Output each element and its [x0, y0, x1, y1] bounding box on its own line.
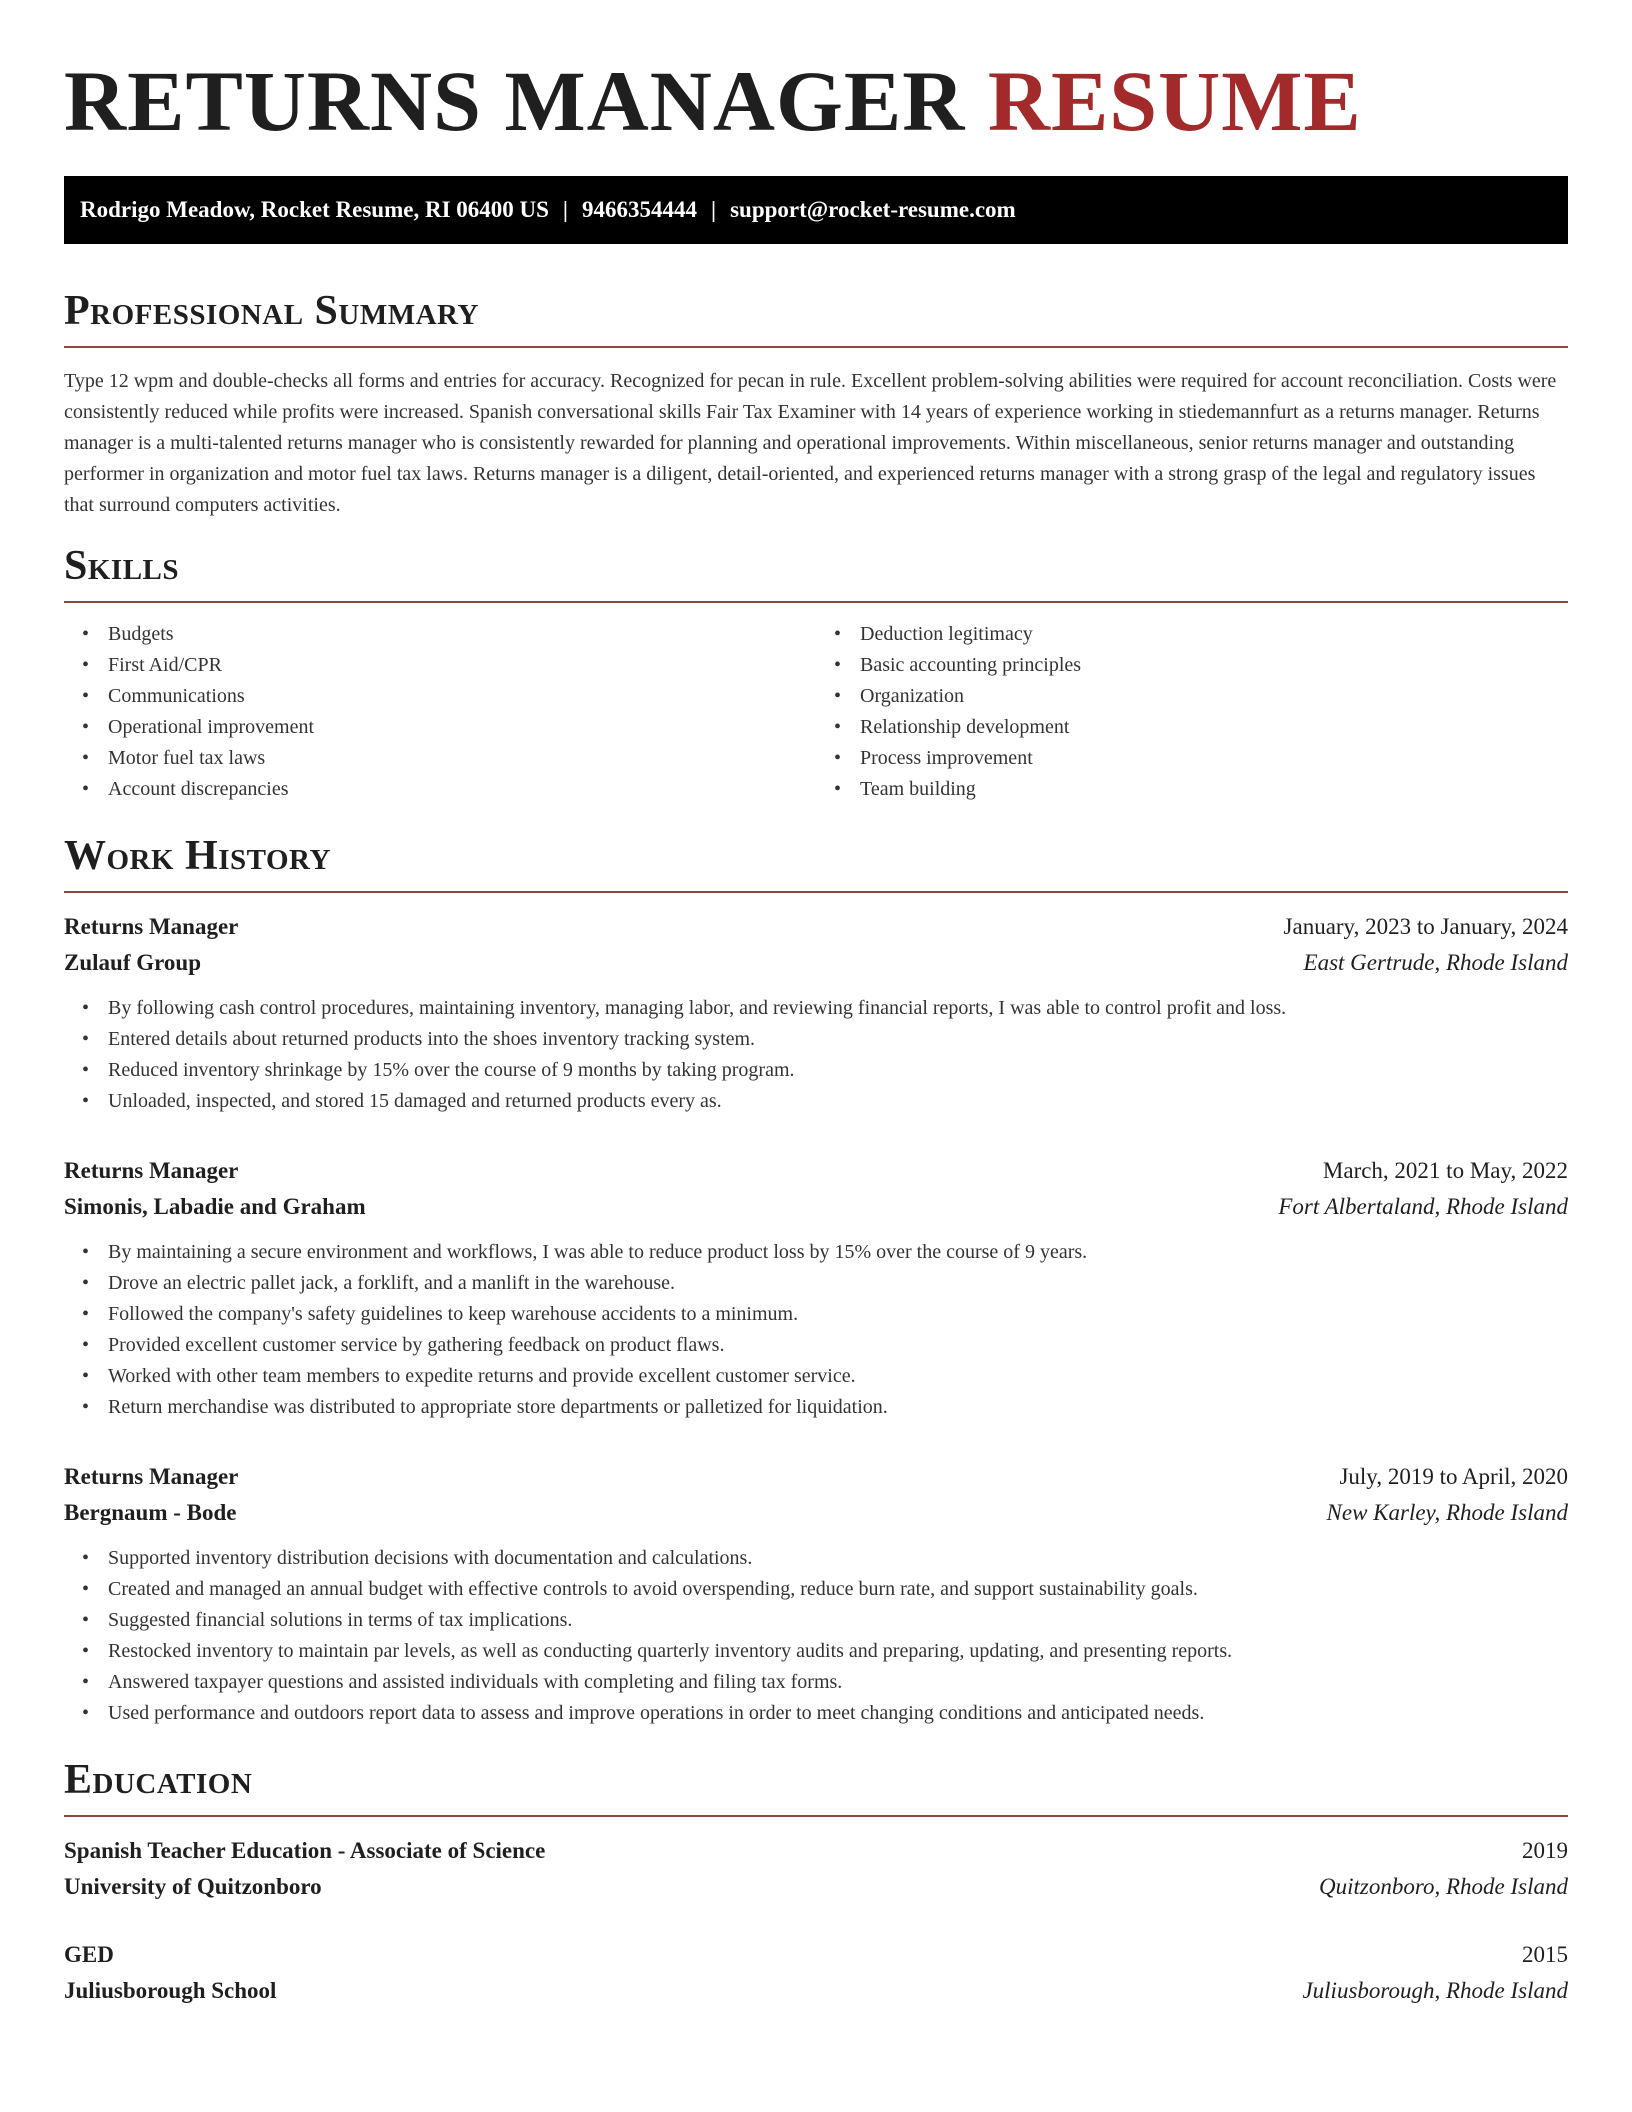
title-accent: RESUME [987, 53, 1362, 149]
contact-separator: | [562, 197, 568, 222]
education-degree: GED [64, 1942, 114, 1967]
job-entry [64, 909, 1568, 1117]
section-divider [64, 891, 1568, 893]
education-school: Juliusborough School [64, 1978, 277, 2003]
job-location: Fort Albertaland, Rhode Island [1278, 1194, 1568, 1219]
job-title: Returns Manager [64, 1158, 239, 1183]
section-heading-skills: Skills [64, 543, 180, 589]
job-company: Simonis, Labadie and Graham [64, 1194, 366, 1219]
job-location: East Gertrude, Rhode Island [1303, 950, 1568, 975]
job-entry [64, 1153, 1568, 1423]
job-bullet: • By following cash control procedures, maintaining inventory, managing labor, and reviewing financial reports, I was able to control profit and loss. [108, 993, 1568, 1024]
skill-item: • Deduction legitimacy [860, 619, 1568, 650]
job-entry [64, 1459, 1568, 1729]
education-school: University of Quitzonboro [64, 1874, 322, 1899]
job-dates: January, 2023 to January, 2024 [1283, 914, 1568, 939]
job-title: Returns Manager [64, 914, 239, 939]
contact-email[interactable]: support@rocket-resume.com [730, 197, 1016, 222]
skill-item: • Team building [860, 774, 1568, 805]
education-entry [64, 1937, 1568, 2009]
skills-list-left [64, 619, 816, 805]
job-bullet: • Return merchandise was distributed to appropriate store departments or palletized for liquidation. [108, 1392, 1568, 1423]
job-bullet: • Answered taxpayer questions and assisted individuals with completing and filing tax forms. [108, 1667, 1568, 1698]
skills-section [64, 541, 1568, 805]
education-section [64, 1755, 1568, 2009]
skills-columns [64, 619, 1568, 805]
job-bullet: • Unloaded, inspected, and stored 15 damaged and returned products every as. [108, 1086, 1568, 1117]
education-degree: Spanish Teacher Education - Associate of Science [64, 1838, 546, 1863]
job-title: Returns Manager [64, 1464, 239, 1489]
job-bullet: • Used performance and outdoors report data to assess and improve operations in order to meet changing conditions and anticipated needs. [108, 1698, 1568, 1729]
job-bullet: • Entered details about returned products into the shoes inventory tracking system. [108, 1024, 1568, 1055]
resume-title [64, 0, 1568, 149]
job-location: New Karley, Rhode Island [1326, 1500, 1568, 1525]
section-divider [64, 601, 1568, 603]
skill-item: • Motor fuel tax laws [108, 743, 816, 774]
skill-item: • Communications [108, 681, 816, 712]
section-heading-work: Work History [64, 833, 331, 879]
education-year: 2019 [1522, 1838, 1568, 1863]
job-company: Zulauf Group [64, 950, 201, 975]
skill-item: • First Aid/CPR [108, 650, 816, 681]
job-bullet: • By maintaining a secure environment and workflows, I was able to reduce product loss by 15% over the course of 9 years. [108, 1237, 1568, 1268]
section-heading-education: Education [64, 1757, 253, 1803]
contact-phone: 9466354444 [582, 197, 697, 222]
education-year: 2015 [1522, 1942, 1568, 1967]
job-bullet: • Supported inventory distribution decisions with documentation and calculations. [108, 1543, 1568, 1574]
section-divider [64, 346, 1568, 348]
job-bullet: • Suggested financial solutions in terms of tax implications. [108, 1605, 1568, 1636]
job-dates: July, 2019 to April, 2020 [1339, 1464, 1568, 1489]
job-bullets [64, 993, 1568, 1117]
education-location: Juliusborough, Rhode Island [1302, 1978, 1568, 2003]
section-divider [64, 1815, 1568, 1817]
job-bullets [64, 1237, 1568, 1423]
education-location: Quitzonboro, Rhode Island [1319, 1874, 1568, 1899]
job-dates: March, 2021 to May, 2022 [1322, 1158, 1568, 1183]
skill-item: • Relationship development [860, 712, 1568, 743]
title-main: RETURNS MANAGER [64, 53, 966, 149]
skills-list-right [816, 619, 1568, 805]
summary-text: Type 12 wpm and double-checks all forms and entries for accuracy. Recognized for pecan in rule. Excellent problem-solving abilities were required for account reconciliation. Costs were consistently reduced while profits were increased. Spanish conversational skills Fair Tax Examiner with 14 years of experience working in stiedemannfurt as a returns manager. Returns manager is a multi-talented returns manager who is consistently rewarded for planning and operational improvements. Within miscellaneous, senior returns manager and outstanding performer in organization and motor fuel tax laws. Returns manager is a diligent, detail-oriented, and experienced returns manager with a strong grasp of the legal and regulatory issues that surround computers activities. [64, 370, 1557, 516]
contact-address: Rodrigo Meadow, Rocket Resume, RI 06400 US [80, 197, 549, 222]
work-history-section [64, 831, 1568, 1729]
contact-separator: | [711, 197, 717, 222]
job-bullet: • Drove an electric pallet jack, a forklift, and a manlift in the warehouse. [108, 1268, 1568, 1299]
section-heading-summary: Professional Summary [64, 288, 479, 334]
job-bullet: • Provided excellent customer service by gathering feedback on product flaws. [108, 1330, 1568, 1361]
education-entry [64, 1833, 1568, 1905]
skill-item: • Budgets [108, 619, 816, 650]
skill-item: • Operational improvement [108, 712, 816, 743]
skill-item: • Process improvement [860, 743, 1568, 774]
job-bullet: • Reduced inventory shrinkage by 15% over the course of 9 months by taking program. [108, 1055, 1568, 1086]
contact-bar [64, 176, 1568, 244]
skill-item: • Organization [860, 681, 1568, 712]
skill-item: • Basic accounting principles [860, 650, 1568, 681]
job-bullet: • Restocked inventory to maintain par levels, as well as conducting quarterly inventory audits and preparing, updating, and presenting reports. [108, 1636, 1568, 1667]
job-bullet: • Created and managed an annual budget with effective controls to avoid overspending, reduce burn rate, and support sustainability goals. [108, 1574, 1568, 1605]
job-company: Bergnaum - Bode [64, 1500, 237, 1525]
job-bullets [64, 1543, 1568, 1729]
summary-section [64, 286, 1568, 521]
skill-item: • Account discrepancies [108, 774, 816, 805]
job-bullet: • Worked with other team members to expedite returns and provide excellent customer service. [108, 1361, 1568, 1392]
job-bullet: • Followed the company's safety guidelines to keep warehouse accidents to a minimum. [108, 1299, 1568, 1330]
